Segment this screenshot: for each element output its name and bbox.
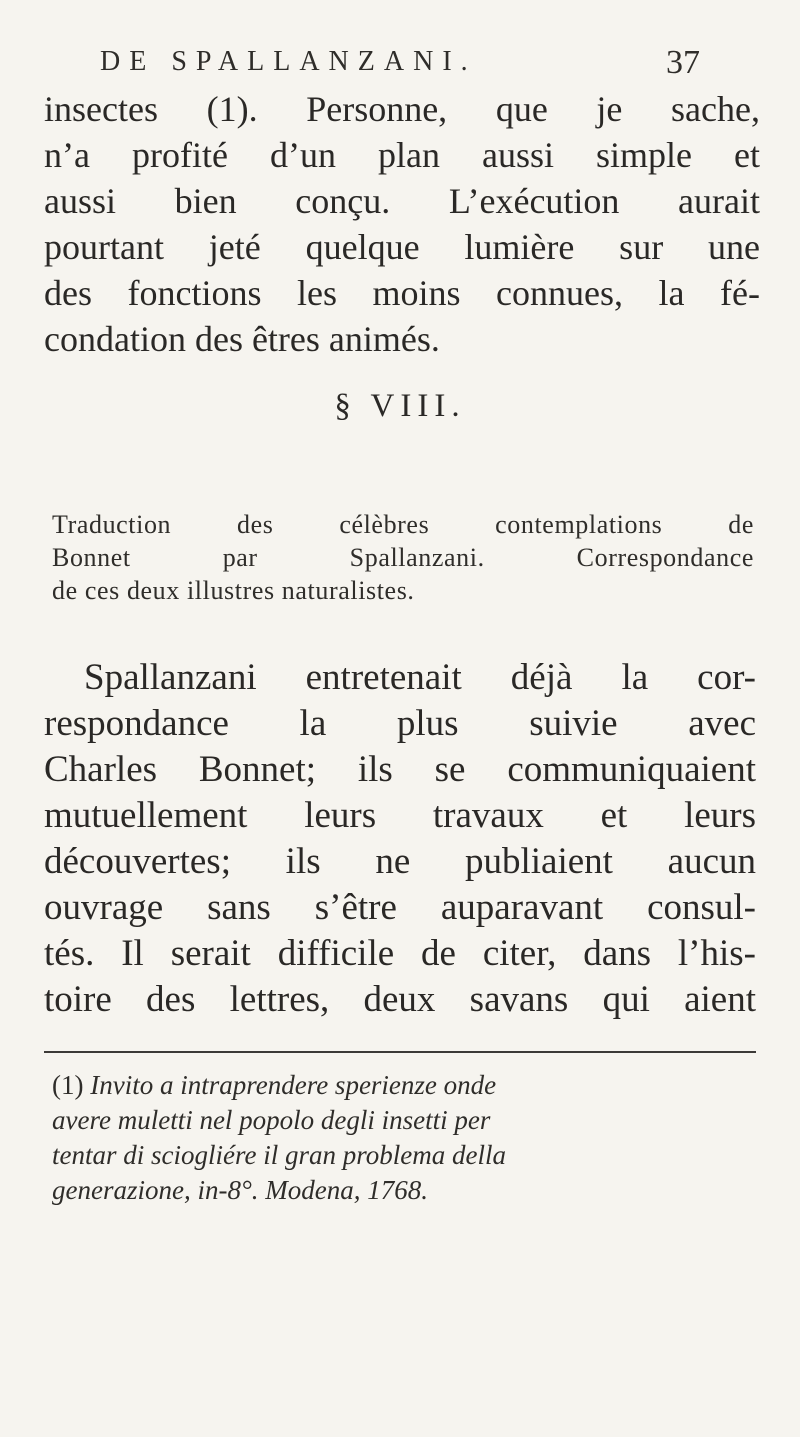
running-head-title: DE SPALLANZANI. xyxy=(100,46,477,77)
summary-line: Bonnet par Spallanzani. Correspondance xyxy=(52,543,754,572)
text-line: des fonctions les moins connues, la fé- xyxy=(44,273,760,313)
summary-line: Traduction des célèbres contemplations de xyxy=(52,510,754,539)
paragraph-main xyxy=(44,655,756,1023)
running-head xyxy=(100,46,700,90)
footnote-marker: (1) xyxy=(52,1070,84,1100)
footnote-line xyxy=(52,1068,752,1103)
page-number: 37 xyxy=(666,44,700,81)
text-line: insectes (1). Personne, que je sache, xyxy=(44,89,760,129)
section-summary xyxy=(52,508,754,607)
text-line: mutuellement leurs travaux et leurs xyxy=(44,795,756,836)
footnote-line: generazione, in-8°. Modena, 1768. xyxy=(52,1175,428,1205)
text-line: condation des êtres animés. xyxy=(44,319,440,359)
text-line: Charles Bonnet; ils se communiquaient xyxy=(44,749,756,790)
footnote-text: Invito a intraprendere sperienze onde xyxy=(90,1070,497,1100)
text-line: Spallanzani entretenait déjà la cor- xyxy=(84,657,756,698)
text-line: respondance la plus suivie avec xyxy=(44,703,756,744)
section-heading: § VIII. xyxy=(334,388,466,424)
text-line: tés. Il serait difficile de citer, dans l’his- xyxy=(44,933,756,974)
footnote xyxy=(52,1068,752,1208)
text-line: aussi bien conçu. L’exécution aurait xyxy=(44,181,760,221)
text-line: pourtant jeté quelque lumière sur une xyxy=(44,227,760,267)
paragraph-continued xyxy=(44,86,760,362)
text-line: ouvrage sans s’être auparavant consul- xyxy=(44,887,756,928)
text-line: n’a profité d’un plan aussi simple et xyxy=(44,135,760,175)
footnote-divider xyxy=(44,1051,756,1053)
summary-line: de ces deux illustres naturalistes. xyxy=(52,576,415,605)
text-line: toire des lettres, deux savans qui aient xyxy=(44,979,756,1020)
footnote-line: tentar di sciogliére il gran problema della xyxy=(52,1140,506,1170)
text-line: découvertes; ils ne publiaient aucun xyxy=(44,841,756,882)
footnote-line: avere muletti nel popolo degli insetti per xyxy=(52,1105,491,1135)
